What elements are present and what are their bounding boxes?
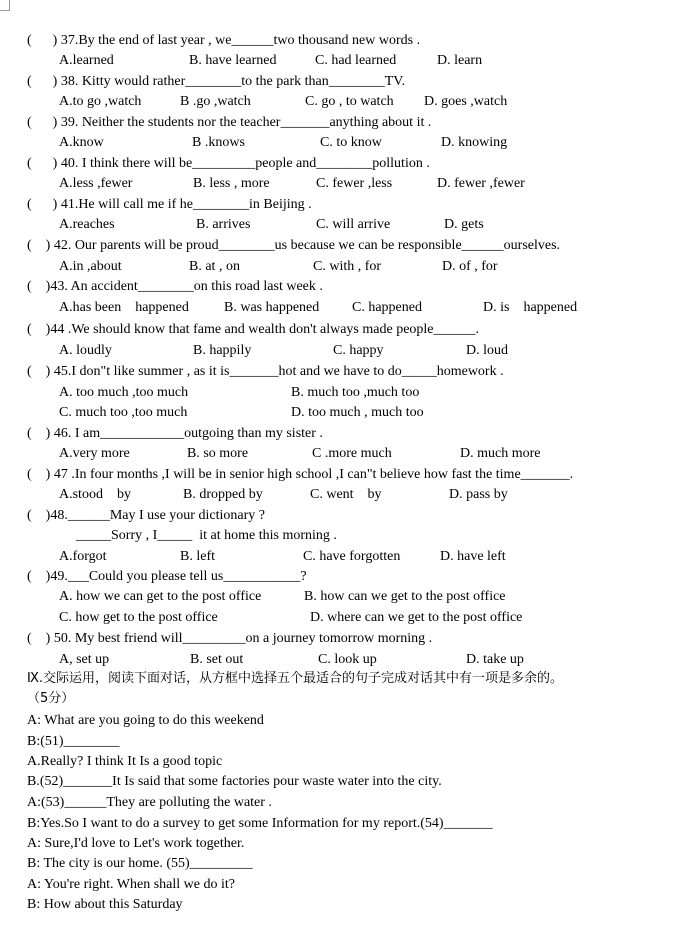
option-c: C. go , to watch — [305, 94, 394, 109]
option-a: A. how we can get to the post office — [59, 589, 262, 604]
option-d: D. knowing — [441, 135, 508, 150]
option-b: B. arrives — [196, 217, 251, 232]
question-42-stem: ( ) 42. Our parents will be proud________us because we can be responsible______ourselves. — [27, 238, 561, 253]
option-b: B. so more — [187, 446, 249, 461]
option-d: D. take up — [466, 652, 524, 667]
option-c: C. to know — [320, 135, 382, 150]
dialogue-line: B: The city is our home. (55)_________ — [27, 856, 253, 871]
option-a: A.reaches — [59, 217, 115, 232]
dialogue-line: A: Sure,I'd love to Let's work together. — [27, 836, 245, 851]
question-43-stem: ( )43. An accident________on this road last week . — [27, 279, 323, 294]
question-47-stem: ( ) 47 .In four months ,I will be in senior high school ,I can"t believe how fast the time_______. — [27, 467, 574, 482]
option-a: A. loudly — [59, 343, 112, 358]
dialogue-line: B:Yes.So I want to do a survey to get some Information for my report.(54)_______ — [27, 816, 493, 831]
option-a: A.stood by — [59, 487, 131, 502]
option-b: B. happily — [193, 343, 252, 358]
option-a: A.in ,about — [59, 259, 122, 274]
option-c: C. much too ,too much — [59, 405, 188, 420]
option-b: B .knows — [192, 135, 245, 150]
question-50-stem: ( ) 50. My best friend will_________on a journey tomorrow morning . — [27, 631, 433, 646]
question-39-stem: ( ) 39. Neither the students nor the teacher_______anything about it . — [27, 115, 432, 130]
question-48-stem: ( )48.______May I use your dictionary ? — [27, 508, 265, 523]
option-c: C. happy — [333, 343, 384, 358]
question-41-stem: ( ) 41.He will call me if he________in Beijing . — [27, 197, 312, 212]
option-c: C. look up — [318, 652, 377, 667]
option-a: A.forgot — [59, 549, 107, 564]
option-c: C. will arrive — [316, 217, 391, 232]
option-a: A.less ,fewer — [59, 176, 133, 191]
dialogue-line: B.(52)_______It Is said that some factories pour waste water into the city. — [27, 774, 442, 789]
option-a: A, set up — [59, 652, 110, 667]
question-37-stem: ( ) 37.By the end of last year , we______two thousand new words . — [27, 33, 421, 48]
option-b: B. set out — [190, 652, 244, 667]
option-b: B. dropped by — [183, 487, 263, 502]
option-c: C. happened — [352, 300, 422, 315]
option-b: B. at , on — [189, 259, 240, 274]
option-d: D. goes ,watch — [424, 94, 508, 109]
dialogue-line: B:(51)________ — [27, 734, 120, 749]
option-b: B. was happened — [224, 300, 320, 315]
question-40-stem: ( ) 40. I think there will be_________people and________pollution . — [27, 156, 430, 171]
option-b: B. have learned — [189, 53, 277, 68]
option-c: C. how get to the post office — [59, 610, 218, 625]
question-49-stem: ( )49.___Could you please tell us___________? — [27, 569, 307, 584]
option-c: C. went by — [310, 487, 382, 502]
option-a: A.know — [59, 135, 104, 150]
option-b: B .go ,watch — [180, 94, 251, 109]
option-b: B. much too ,much too — [291, 385, 420, 400]
option-a: A.has been happened — [59, 300, 189, 315]
option-c: C. with , for — [313, 259, 382, 274]
option-d: D. of , for — [442, 259, 498, 274]
option-b: B. left — [180, 549, 215, 564]
option-a: A. too much ,too much — [59, 385, 189, 400]
question-44-stem: ( )44 .We should know that fame and wealth don't always made people______. — [27, 322, 480, 337]
option-d: D. much more — [460, 446, 541, 461]
dialogue-line: A: What are you going to do this weekend — [27, 713, 264, 728]
option-b: B. how can we get to the post office — [304, 589, 506, 604]
option-d: D. pass by — [449, 487, 508, 502]
dialogue-line: A:(53)______They are polluting the water . — [27, 795, 272, 810]
option-d: D. learn — [437, 53, 483, 68]
section-ix-points: （5分） — [27, 691, 75, 706]
section-ix-title: Ⅸ.交际运用，阅读下面对话，从方框中选择五个最适合的句子完成对话其中有一项是多余的。 — [27, 671, 564, 686]
option-c: C. fewer ,less — [316, 176, 393, 191]
option-c: C. had learned — [315, 53, 397, 68]
question-48-stem-reply: _____Sorry , I_____ it at home this morning . — [76, 528, 337, 543]
question-46-stem: ( ) 46. I am____________outgoing than my sister . — [27, 426, 323, 441]
option-d: D. loud — [466, 343, 508, 358]
option-d: D. too much , much too — [291, 405, 424, 420]
dialogue-line: A: You're right. When shall we do it? — [27, 877, 235, 892]
question-45-stem: ( ) 45.I don"t like summer , as it is_______hot and we have to do_____homework . — [27, 364, 504, 379]
dialogue-line: B: How about this Saturday — [27, 897, 183, 912]
question-38-stem: ( ) 38. Kitty would rather________to the park than________TV. — [27, 74, 406, 89]
option-c: C. have forgotten — [303, 549, 401, 564]
option-d: D. gets — [444, 217, 484, 232]
option-d: D. have left — [440, 549, 506, 564]
dialogue-line: A.Really? I think It Is a good topic — [27, 754, 223, 769]
option-a: A.very more — [59, 446, 130, 461]
option-d: D. fewer ,fewer — [437, 176, 525, 191]
option-c: C .more much — [312, 446, 392, 461]
option-b: B. less , more — [193, 176, 270, 191]
option-d: D. where can we get to the post office — [310, 610, 523, 625]
option-a: A.to go ,watch — [59, 94, 142, 109]
option-d: D. is happened — [483, 300, 578, 315]
page-corner-mark — [0, 0, 10, 11]
option-a: A.learned — [59, 53, 114, 68]
